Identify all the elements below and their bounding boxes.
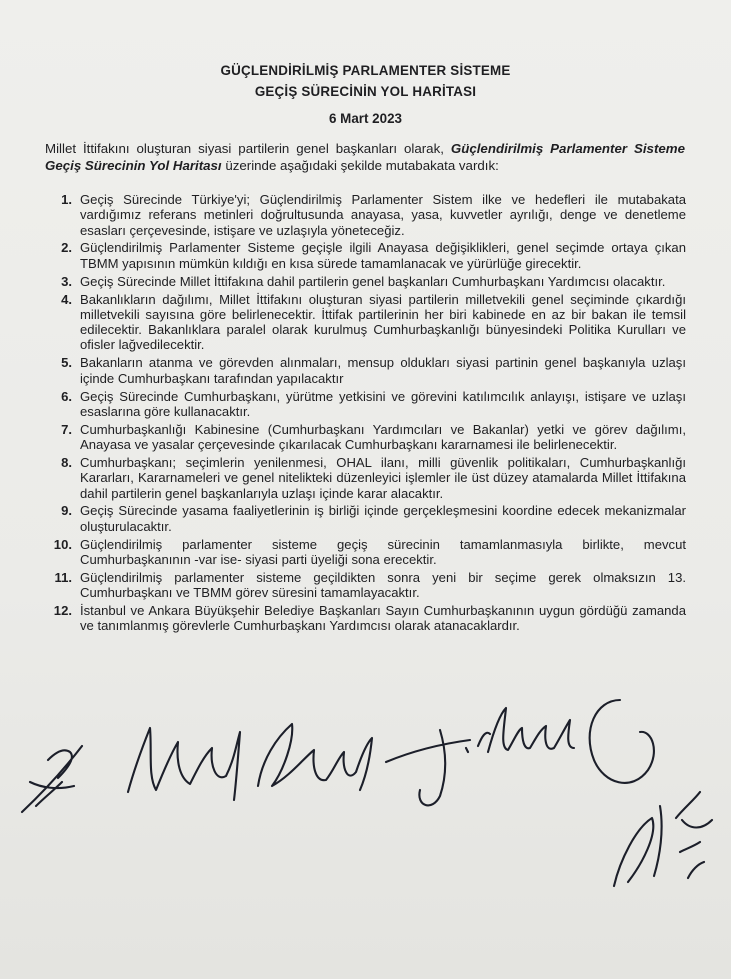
agreement-item [40,503,686,534]
item-text: Güçlendirilmiş parlamenter sisteme geçildikten sonra yeni bir seçime gerek olmaksızın 13. Cumhurbaşkanı ve TBMM görev süresini tamamlayacaktır. [80,569,686,601]
item-text: Güçlendirilmiş Parlamenter Sisteme geçişle ilgili Anayasa değişiklikleri, genel seçimde ortaya çıkan TBMM yapısının mümkün kıldığı en kısa sürede tamamlanacak ve yürürlüğe girecektir. [80,240,686,271]
agreement-item [40,537,686,568]
item-number: 5. [61,355,72,371]
item-number: 6. [61,388,72,404]
item-text: Bakanlıkların dağılımı, Millet İttifakını oluşturan siyasi partilerin milletvekili genel seçiminde çıkardığı milletvekili sayısına göre belirlenecektir. İttifak partilerinin her biri kabinede en az bir bakan ile temsil edilecektir. Bakanlıklara paralel olarak kurulmuş Cumhurbaşkanlığı bünyesindeki Politika Kurulları ve ofisler lağvedilecektir. [80,291,686,353]
item-text: Cumhurbaşkanı; seçimlerin yenilenmesi, OHAL ilanı, milli güvenlik politikaları, Cumhurbaşkanlığı Kararları, Kararnameleri ve genel nitelikteki düzenleyici işlemler ile üst düzey atamalarda Millet İttifakına dahil partilerin genel başkanlarıyla uzlaşı içinde karar alacaktır. [80,454,686,501]
document-title-line-1: GÜÇLENDİRİLMİŞ PARLAMENTER SİSTEME [220,63,511,78]
agreement-item [40,192,686,238]
item-number: 2. [61,240,72,256]
item-number: 1. [61,192,72,207]
document-title-line-2: GEÇİŞ SÜRECİNİN YOL HARİTASI [254,84,477,99]
signature-2 [128,728,240,800]
item-text: İstanbul ve Ankara Büyükşehir Belediye Başkanları Sayın Cumhurbaşkanının uygun gördüğü zamanda ve tanımlanmış görevlerle Cumhurbaşkanı Yardımcısı olarak atanacaklardır. [80,602,686,634]
signature-7 [614,792,712,886]
signature-6 [590,700,654,783]
item-number: 4. [61,291,72,307]
agreement-item [40,292,686,353]
item-number: 9. [61,503,72,519]
item-number: 10. [53,536,72,552]
item-number: 3. [61,273,72,289]
agreement-item [40,389,686,420]
signature-3 [258,724,372,790]
item-text: Geçiş Sürecinde Cumhurbaşkanı, yürütme yetkisini ve görevini katılımcılık anlayışı, istişare ve uzlaşı esaslarına göre kullanacaktır. [80,388,686,419]
signature-4 [386,730,490,805]
item-number: 7. [61,421,72,437]
agreement-item [40,455,686,501]
item-text: Güçlendirilmiş parlamenter sisteme geçiş sürecinin tamamlanmasıyla birlikte, mevcut Cumhurbaşkanının -var ise- siyasi parti üyeliği sona erecektir. [80,536,686,567]
agreement-item [40,570,686,601]
item-number: 8. [61,454,72,470]
document-date: 6 Mart 2023 [329,111,402,126]
agreement-item [40,603,686,634]
agreement-item [40,240,686,271]
signature-1 [22,746,82,812]
signature-5 [488,708,574,752]
item-text: Cumhurbaşkanlığı Kabinesine (Cumhurbaşkanı Yardımcıları ve Bakanlar) yetki ve görev dağılımı, Anayasa ve yasalar çerçevesinde çıkarılacak Cumhurbaşkanı kararnamesi ile belirlenecektir. [80,421,686,453]
item-text: Geçiş Sürecinde yasama faaliyetlerinin iş birliği içinde gerçekleşmesini koordine edecek mekanizmalar oluşturulacaktır. [80,503,686,534]
intro-text-end: üzerinde aşağıdaki şekilde mutabakata vardık: [221,158,499,173]
item-text: Bakanların atanma ve görevden alınmaları, mensup oldukları siyasi partinin genel başkanıyla uzlaşı içinde Cumhurbaşkanı tarafından yapılacaktır [80,355,686,386]
intro-emphasis: Güçlendirilmiş Parlamenter Sisteme Geçiş Sürecinin Yol Haritası [45,141,685,173]
item-text: Geçiş Sürecinde Millet İttifakına dahil partilerin genel başkanları Cumhurbaşkanı Yardımcısı olacaktır. [80,273,666,289]
intro-text-start: Millet İttifakını oluşturan siyasi partilerin genel başkanları olarak, [45,141,451,156]
intro-paragraph [45,140,685,174]
agreement-item [40,355,686,386]
agreement-item [40,422,686,453]
agreement-items-list [40,192,686,636]
item-text: Geçiş Sürecinde Türkiye'yi; Güçlendirilmiş Parlamenter Sistem ilke ve hedefleri ile mutabakata vardığımız referans metinleri doğrultusunda anayasa, yasa, kuvvetler ayrılığı, denge ve denetleme esasları çerçevesinde, istişare ve uzlaşıyla yöneteceğiz. [80,192,686,238]
item-number: 11. [54,569,72,585]
document-header [0,60,731,126]
item-number: 12. [53,602,72,618]
agreement-item [40,274,686,289]
